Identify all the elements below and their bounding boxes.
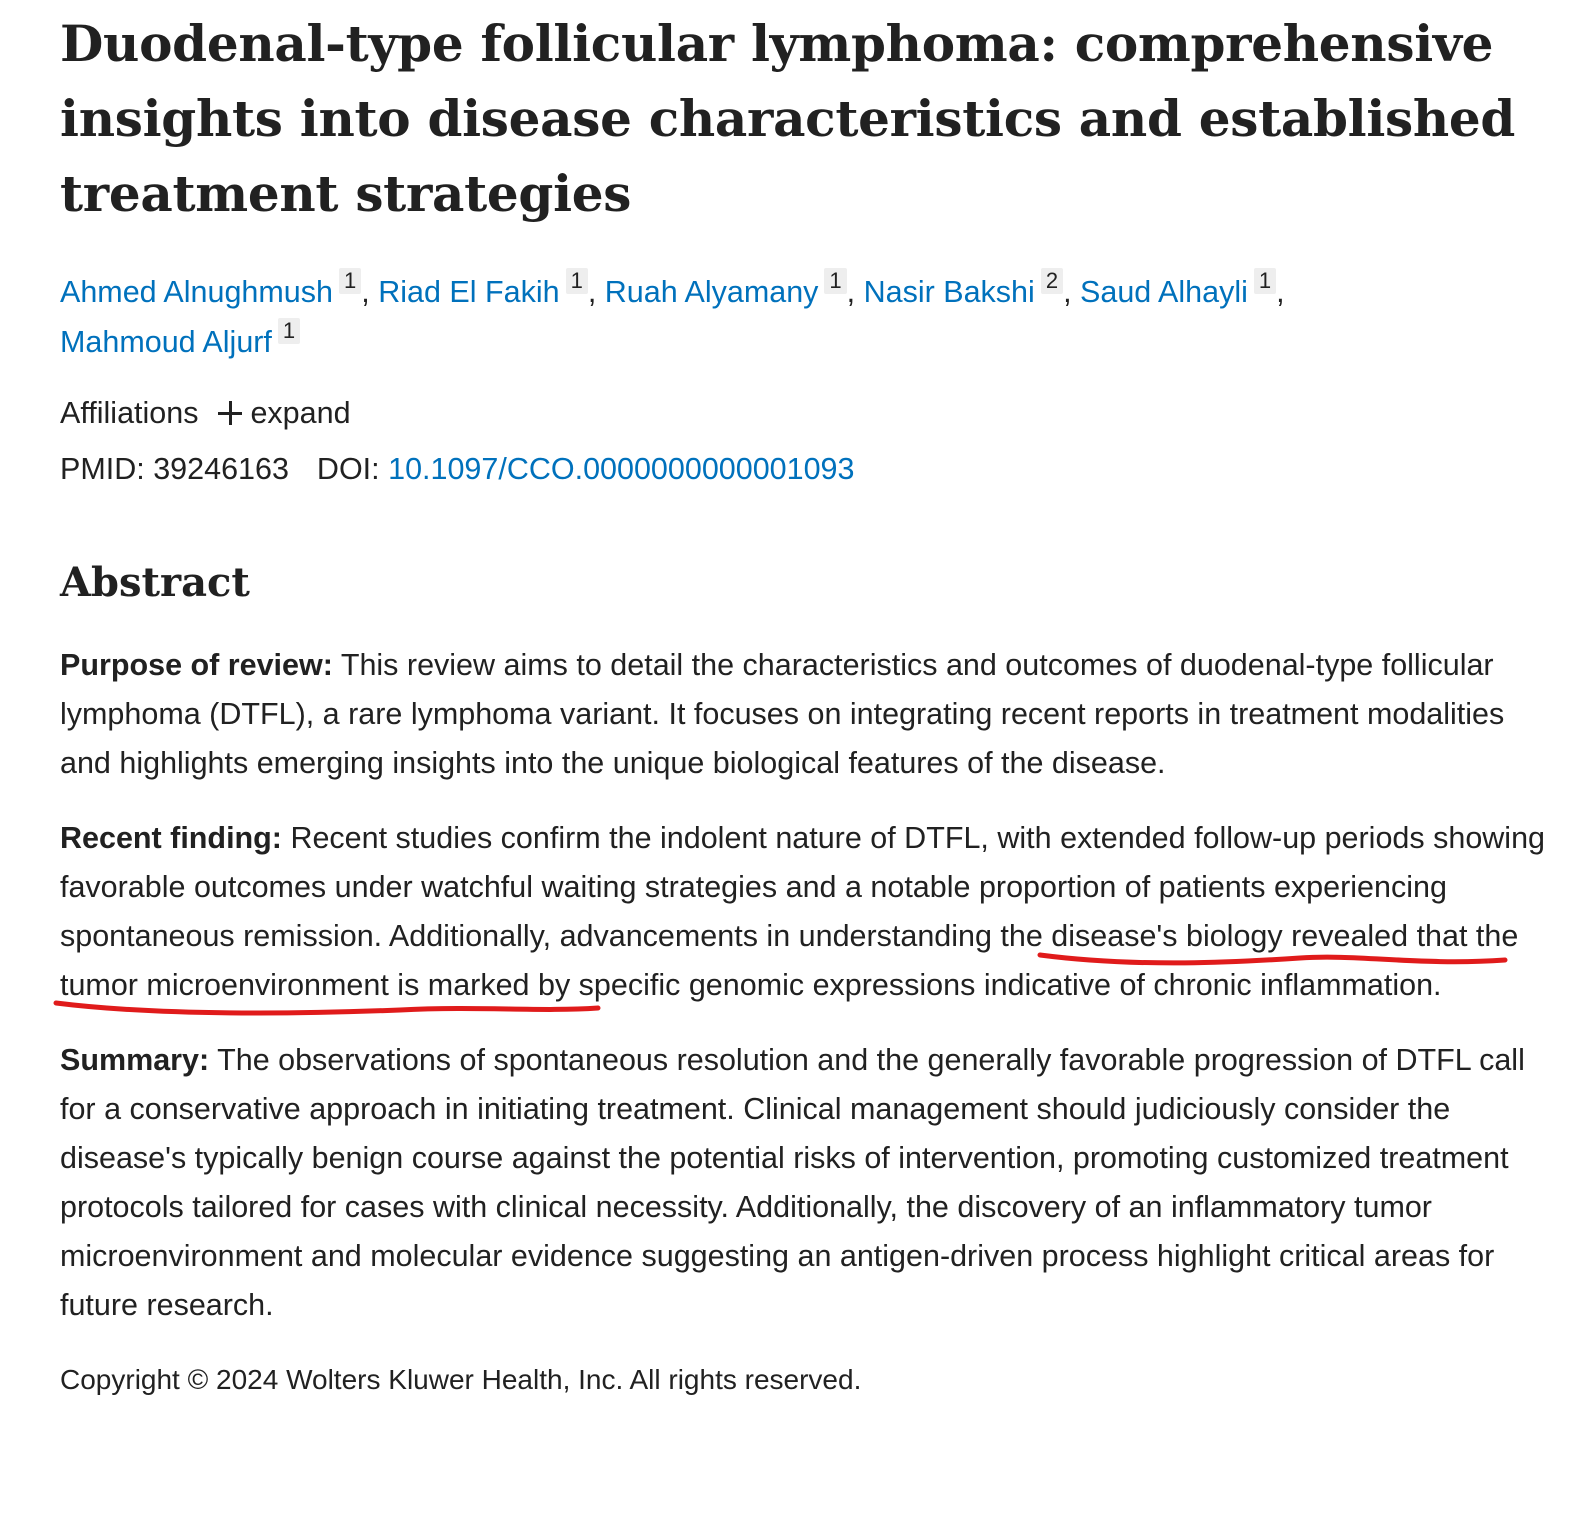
author-link[interactable]: Riad El Fakih: [378, 275, 560, 309]
author-link[interactable]: Nasir Bakshi: [863, 275, 1035, 309]
author-entry: [60, 268, 379, 309]
finding-label: Recent finding:: [60, 821, 282, 855]
doi-link[interactable]: 10.1097/CCO.0000000000001093: [388, 452, 855, 486]
author-link[interactable]: Saud Alhayli: [1080, 275, 1248, 309]
author-entry: [863, 268, 1081, 309]
author-link[interactable]: Ahmed Alnughmush: [60, 275, 333, 309]
abstract-purpose: [60, 641, 1550, 788]
doi-label: DOI:: [316, 452, 380, 486]
purpose-label: Purpose of review:: [60, 648, 333, 682]
author-list: [60, 267, 1550, 367]
affiliation-number[interactable]: 1: [278, 318, 300, 344]
affiliations-row: [60, 389, 1550, 437]
abstract-summary: [60, 1036, 1550, 1330]
author-separator: ,: [1276, 275, 1285, 309]
author-link[interactable]: Mahmoud Aljurf: [60, 325, 272, 359]
abstract-finding: [60, 814, 1550, 1010]
purpose-text: This review aims to detail the characteristics and outcomes of duodenal-type follicular lymphoma (DTFL), a rare lymphoma variant. It focuses on integrating recent reports in treatment modalities and highlights emerging insights into the unique biological features of the disease.: [60, 648, 1505, 780]
plus-icon: [218, 401, 242, 425]
affiliation-number[interactable]: 2: [1041, 268, 1063, 294]
author-entry: [1080, 268, 1285, 309]
affiliation-number[interactable]: 1: [566, 268, 588, 294]
affiliation-number[interactable]: 1: [1254, 268, 1276, 294]
affiliation-number[interactable]: 1: [824, 268, 846, 294]
pmid-label: PMID:: [60, 452, 145, 486]
finding-text: Recent studies confirm the indolent nature of DTFL, with extended follow-up periods showing favorable outcomes under watchful waiting strategies and a notable proportion of patients experiencing spontaneous remission. Additionally, advancements in understanding the disease's biology revealed that the tumor microenvironment is marked by specific genomic expressions indicative of chronic inflammation.: [60, 821, 1546, 1002]
author-separator: ,: [587, 275, 605, 309]
article-page: [60, 0, 1550, 1400]
affiliation-number[interactable]: 1: [339, 268, 361, 294]
summary-text: The observations of spontaneous resolution and the generally favorable progression of DTFL call for a conservative approach in initiating treatment. Clinical management should judiciously consider the disease's typically benign course against the potential risks of intervention, promoting customized treatment protocols tailored for cases with clinical necessity. Additionally, the discovery of an inflammatory tumor microenvironment and molecular evidence suggesting an antigen-driven process highlight critical areas for future research.: [60, 1043, 1525, 1322]
pmid-value: 39246163: [153, 452, 289, 486]
affiliations-label: Affiliations: [60, 396, 199, 430]
author-entry: [60, 318, 300, 359]
author-separator: ,: [846, 275, 864, 309]
author-entry: [604, 268, 864, 309]
article-title: Duodenal-type follicular lymphoma: comprehensive insights into disease characteristics and established treatment strategies: [60, 14, 1516, 223]
author-separator: ,: [1063, 275, 1081, 309]
summary-label: Summary:: [60, 1043, 210, 1077]
author-link[interactable]: Ruah Alyamany: [604, 275, 819, 309]
abstract-heading: Abstract: [60, 559, 250, 606]
expand-affiliations-button[interactable]: [218, 396, 350, 430]
expand-label: expand: [250, 396, 351, 430]
copyright-notice: Copyright © 2024 Wolters Kluwer Health, Inc. All rights reserved.: [60, 1364, 862, 1395]
author-entry: [378, 268, 605, 309]
identifiers-row: [60, 445, 1550, 493]
author-separator: ,: [361, 275, 379, 309]
